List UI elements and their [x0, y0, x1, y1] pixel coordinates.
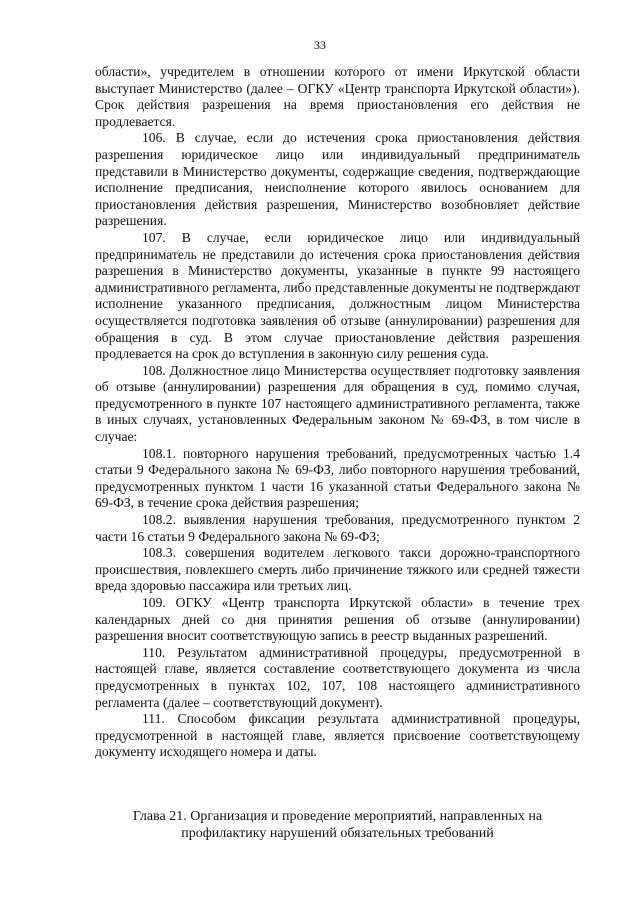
- paragraph-108-2: 108.2. выявления нарушения требования, предусмотренного пунктом 2 части 16 статьи 9 Федерального закона № 69-ФЗ;: [95, 512, 580, 544]
- paragraph-108-1: 108.1. повторного нарушения требований, предусмотренных частью 1.4 статьи 9 Федерального закона № 69-ФЗ, либо повторного нарушения требований, предусмотренных пунктом 1 части 16 указанной статьи Федерального закона № 69-ФЗ, в течение срока действия разрешения;: [95, 445, 580, 511]
- paragraph-109: 109. ОГКУ «Центр транспорта Иркутской области» в течение трех календарных дней со дня принятия решения об отзыве (аннулировании) разрешения вносит соответствующую запись в реестр выданных разрешений.: [95, 595, 580, 644]
- paragraph-107: 107. В случае, если юридическое лицо или индивидуальный предприниматель не представили до истечения срока приостановления действия разрешения в Министерство документы, указанные в пункте 99 настоящего административного регламента, либо представленные документы не подтверждают исполнение указанного предписания, должностным лицом Министерства осуществляется подготовка заявления об отзыве (аннулировании) разрешения для обращения в суд. В этом случае приостановление действия разрешения продлевается на срок до вступления в законную силу решения суда.: [95, 229, 580, 362]
- paragraph-106: 106. В случае, если до истечения срока приостановления действия разрешения юридическое лицо или индивидуальный предприниматель представили в Министерство документы, содержащие сведения, подтверждающие исполнение предписания, неисполнение которого явилось основанием для приостановления действия разрешения, Министерство возобновляет действие разрешения.: [95, 130, 580, 229]
- chapter-heading: [95, 808, 580, 842]
- paragraph-110: 110. Результатом административной процедуры, предусмотренной в настоящей главе, является составление соответствующего документа из числа предусмотренных в пунктах 102, 107, 108 настоящего административного регламента (далее – соответствующий документ).: [95, 644, 580, 710]
- paragraph-111: 111. Способом фиксации результата административной процедуры, предусмотренной в настоящей главе, является присвоение соответствующему документу исходящего номера и даты.: [95, 711, 580, 760]
- paragraph-108: 108. Должностное лицо Министерства осуществляет подготовку заявления об отзыве (аннулировании) разрешения для обращения в суд, помимо случая, предусмотренного в пункте 107 настоящего административного регламента, также в иных случаях, установленных Федеральным законом № 69-ФЗ, в том числе в случае:: [95, 362, 580, 445]
- chapter-heading-line-1: Глава 21. Организация и проведение мероприятий, направленных на: [132, 809, 543, 824]
- page-number: 33: [314, 38, 326, 52]
- paragraph-108-3: 108.3. совершения водителем легкового такси дорожно-транспортного происшествия, повлекшего смерть либо причинение тяжкого или средней тяжести вреда здоровью пассажира или третьих лиц.: [95, 545, 580, 594]
- body-text: [95, 64, 580, 761]
- paragraph-continuation: области», учредителем в отношении которого от имени Иркутской области выступает Министерство (далее – ОГКУ «Центр транспорта Иркутской области»). Срок действия разрешения на время приостановления его действия не продлевается.: [95, 64, 580, 129]
- chapter-heading-line-2: профилактику нарушений обязательных требований: [181, 826, 494, 841]
